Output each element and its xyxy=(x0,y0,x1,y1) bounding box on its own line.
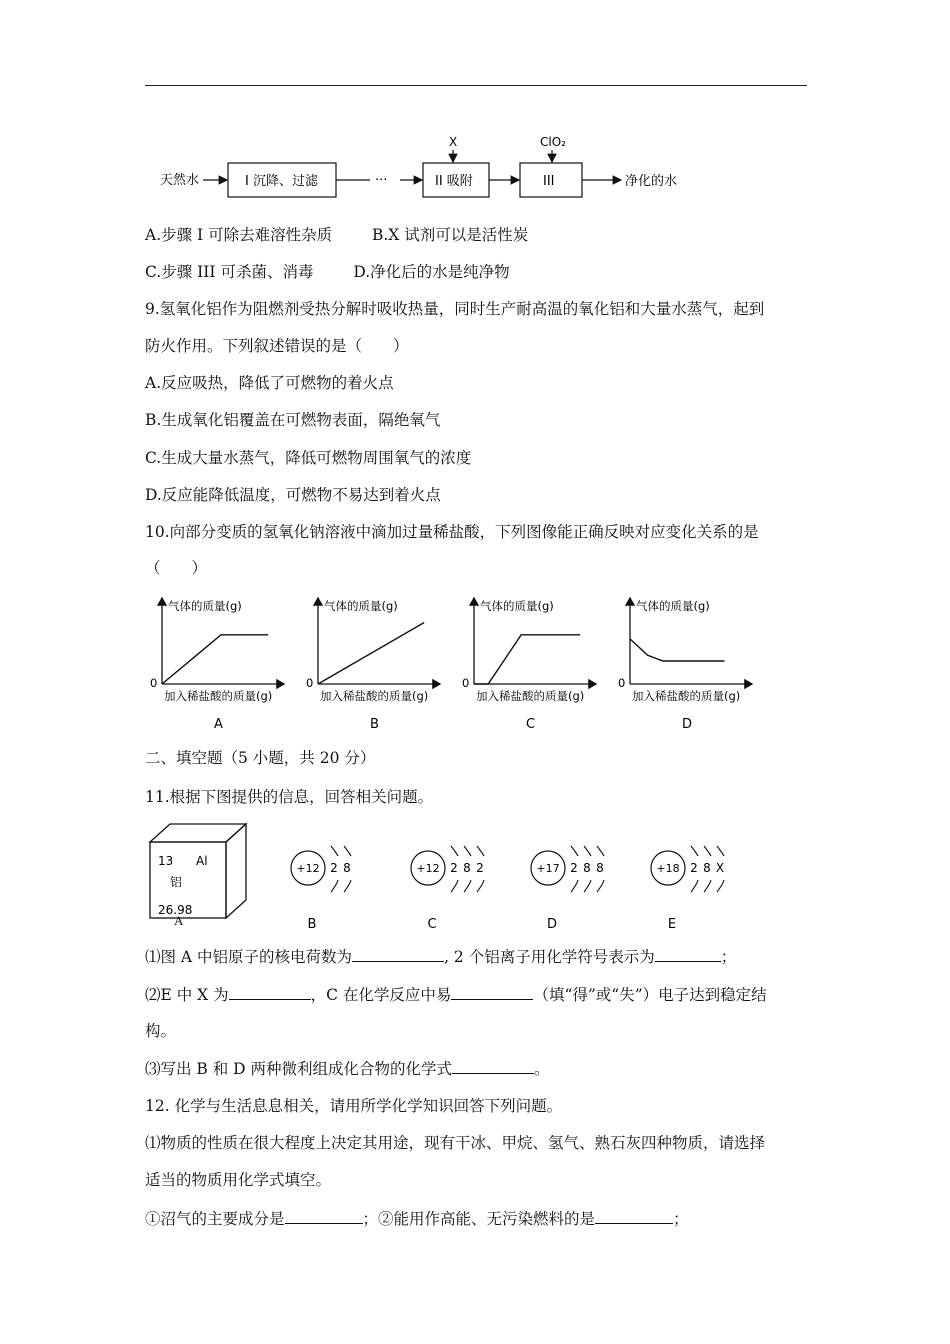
origin-label: 0 xyxy=(462,676,470,690)
graph-b xyxy=(296,592,446,742)
q8-option-d: D.净化后的水是纯净物 xyxy=(353,263,510,281)
shell-arc-bottom xyxy=(691,880,698,892)
y-axis-label: 气体的质量(g) xyxy=(168,599,242,613)
shell-arc-bottom xyxy=(477,880,484,892)
q11-part2-text-b: ，C 在化学反应中易 xyxy=(310,986,452,1004)
graph-d xyxy=(608,592,758,742)
nucleus-charge: +12 xyxy=(296,862,320,875)
origin-label: 0 xyxy=(618,676,626,690)
element-mass: 26.98 xyxy=(158,903,193,917)
answer-blank-7[interactable] xyxy=(595,1208,673,1224)
y-axis-label: 气体的质量(g) xyxy=(324,599,398,613)
answer-blank-2[interactable] xyxy=(655,946,721,962)
q12-part2-text-b: ；②能用作高能、无污染燃料的是 xyxy=(362,1210,596,1228)
shell-arc-bottom xyxy=(597,880,604,892)
shell-electrons: 2 xyxy=(690,861,698,875)
q8-option-c: C.步骤 III 可杀菌、消毒 xyxy=(145,263,314,281)
q11-part2-cont: 构。 xyxy=(145,1022,177,1040)
shell-arc-bottom xyxy=(344,880,351,892)
answer-blank-6[interactable] xyxy=(285,1208,363,1224)
atom-diagrams xyxy=(280,832,760,937)
answer-blank-5[interactable] xyxy=(452,1058,534,1074)
graph-caption: A xyxy=(214,717,223,732)
q8-option-a: A.步骤 I 可除去难溶性杂质 xyxy=(145,226,333,244)
shell-arc-bottom xyxy=(331,880,338,892)
shell-arc-top xyxy=(717,846,724,856)
q12-part1-cont: 适当的物质用化学式填空。 xyxy=(145,1171,332,1189)
x-axis-label: 加入稀盐酸的质量(g) xyxy=(320,689,429,703)
shell-arc-bottom xyxy=(717,880,724,892)
shell-electrons: X xyxy=(715,861,725,875)
shell-electrons: 2 xyxy=(570,861,578,875)
shell-arc-bottom xyxy=(451,880,458,892)
shell-arc-bottom xyxy=(584,880,591,892)
shell-arc-top xyxy=(344,846,351,856)
q8-row1 xyxy=(145,225,528,245)
shell-arc-bottom xyxy=(571,880,578,892)
header-rule xyxy=(145,85,807,86)
q12-part1: ⑴物质的性质在很大程度上决定其用途，现有干冰、甲烷、氢气、熟石灰四种物质，请选择 xyxy=(145,1134,766,1152)
q8-option-b: B.X 试剂可以是活性炭 xyxy=(371,226,529,244)
q10-stem-line2: （ ） xyxy=(145,559,208,577)
shell-arc-top xyxy=(331,846,338,856)
q11-part1-text-b: , 2 个铝离子用化学符号表示为 xyxy=(444,948,655,966)
x-axis-label: 加入稀盐酸的质量(g) xyxy=(476,689,585,703)
q11-part2-text-a: ⑵E 中 X 为 xyxy=(145,986,229,1004)
q9-stem-line2: 防火作用。下列叙述错误的是（ ） xyxy=(145,337,409,355)
shell-arc-top xyxy=(704,846,711,856)
flow-output: 净化的水 xyxy=(625,174,678,189)
flow-step2: II 吸附 xyxy=(435,174,473,189)
shell-electrons: 8 xyxy=(583,861,591,875)
graph-caption: B xyxy=(370,717,379,732)
x-axis-label: 加入稀盐酸的质量(g) xyxy=(632,689,741,703)
atom-label: B xyxy=(307,917,317,932)
y-axis-label: 气体的质量(g) xyxy=(636,599,710,613)
q9-option-d: D.反应能降低温度，可燃物不易达到着火点 xyxy=(145,486,441,504)
origin-label: 0 xyxy=(306,676,314,690)
shell-arc-top xyxy=(571,846,578,856)
y-axis-label: 气体的质量(g) xyxy=(480,599,554,613)
q11-part3-text-b: 。 xyxy=(534,1060,550,1078)
answer-blank-4[interactable] xyxy=(451,984,533,1000)
shell-electrons: 8 xyxy=(596,861,604,875)
x-axis-label: 加入稀盐酸的质量(g) xyxy=(164,689,273,703)
shell-arc-top xyxy=(597,846,604,856)
shell-arc-bottom xyxy=(464,880,471,892)
reagent-x: X xyxy=(449,135,458,149)
q10-stem-line1: 10.向部分变质的氢氧化钠溶液中滴加过量稀盐酸，下列图像能正确反映对应变化关系的是 xyxy=(145,523,759,541)
shell-electrons: 2 xyxy=(330,861,338,875)
graph-caption: D xyxy=(682,717,693,732)
section2-heading: 二、填空题（5 小题，共 20 分） xyxy=(145,749,376,767)
q11-stem: 11.根据下图提供的信息，回答相关问题。 xyxy=(145,788,434,806)
cube-side xyxy=(226,824,246,918)
element-name: 铝 xyxy=(170,875,183,889)
answer-blank-1[interactable] xyxy=(352,946,444,962)
q12-part2-text-c: ； xyxy=(673,1210,689,1228)
q12-part2-text-a: ①沼气的主要成分是 xyxy=(145,1210,285,1228)
atom-label: E xyxy=(667,917,677,932)
nucleus-charge: +18 xyxy=(656,862,680,875)
atom-diagram-e xyxy=(640,832,750,937)
atom-diagram-c xyxy=(400,832,510,937)
q12-stem: 12. 化学与生活息息相关，请用所学化学知识回答下列问题。 xyxy=(145,1097,563,1115)
answer-blank-3[interactable] xyxy=(229,984,311,1000)
flow-dots: ··· xyxy=(375,173,388,188)
flow-step3: III xyxy=(543,174,555,189)
label-a: A xyxy=(174,913,184,928)
graph-c xyxy=(452,592,602,742)
shell-electrons: 8 xyxy=(703,861,711,875)
origin-label: 0 xyxy=(150,676,158,690)
nucleus-charge: +12 xyxy=(416,862,440,875)
q11-part3-text-a: ⑶写出 B 和 D 两种微利组成化合物的化学式 xyxy=(145,1060,453,1078)
shell-arc-top xyxy=(477,846,484,856)
atom-diagram-d xyxy=(520,832,630,937)
q9-option-c: C.生成大量水蒸气，降低可燃物周围氧气的浓度 xyxy=(145,449,472,467)
atom-label: D xyxy=(546,917,558,932)
atom-diagram-b xyxy=(280,832,390,937)
series-line xyxy=(630,639,724,661)
shell-electrons: 8 xyxy=(463,861,471,875)
nucleus-charge: +17 xyxy=(536,862,560,875)
element-number: 13 xyxy=(158,854,174,868)
q12-part2 xyxy=(145,1208,689,1229)
q9-stem-line1: 9.氢氧化铝作为阻燃剂受热分解时吸收热量，同时生产耐高温的氧化铝和大量水蒸气，起到 xyxy=(145,300,765,318)
shell-electrons: 8 xyxy=(343,861,351,875)
cube-top xyxy=(150,824,246,842)
water-purification-diagram xyxy=(155,128,715,208)
q11-part1-text-a: ⑴图 A 中铝原子的核电荷数为 xyxy=(145,948,353,966)
atom-label: C xyxy=(427,917,437,932)
q11-part2-text-c: （填“得”或“失”）电子达到稳定结 xyxy=(533,986,767,1004)
series-line xyxy=(318,623,424,685)
shell-electrons: 2 xyxy=(450,861,458,875)
element-symbol: Al xyxy=(196,854,208,868)
series-line xyxy=(162,635,268,684)
q11-part1 xyxy=(145,946,736,967)
shell-arc-top xyxy=(691,846,698,856)
flow-step1: I 沉降、过滤 xyxy=(245,174,318,189)
q9-option-a: A.反应吸热，降低了可燃物的着火点 xyxy=(145,374,394,392)
q8-row2 xyxy=(145,262,510,282)
element-card-aluminum xyxy=(148,822,258,932)
shell-arc-bottom xyxy=(704,880,711,892)
shell-arc-top xyxy=(464,846,471,856)
reagent-clo2: ClO₂ xyxy=(540,135,566,149)
graph-caption: C xyxy=(526,717,536,732)
shell-arc-top xyxy=(584,846,591,856)
q11-part2 xyxy=(145,984,767,1005)
q11-part1-text-c: ； xyxy=(720,948,737,966)
series-line xyxy=(474,635,580,684)
q9-option-b: B.生成氧化铝覆盖在可燃物表面，隔绝氧气 xyxy=(145,411,441,429)
flow-source: 天然水 xyxy=(160,173,200,188)
shell-electrons: 2 xyxy=(476,861,484,875)
shell-arc-top xyxy=(451,846,458,856)
q11-part3 xyxy=(145,1058,550,1079)
graph-a xyxy=(140,592,290,742)
q10-graphs xyxy=(140,592,760,742)
